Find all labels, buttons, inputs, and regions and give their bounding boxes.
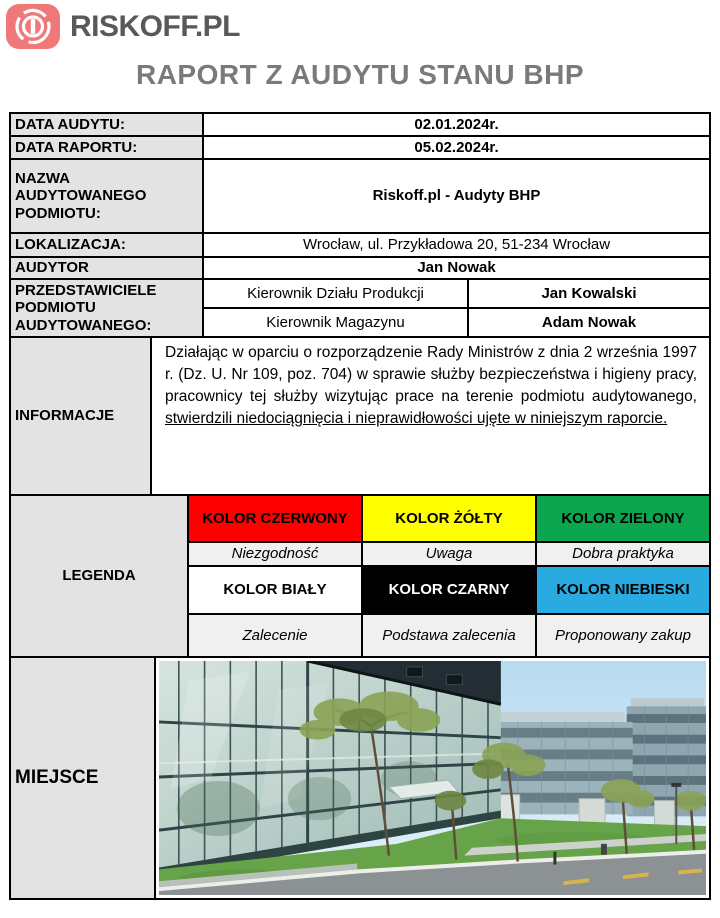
legend-color-yellow: KOLOR ŻÓŁTY (363, 496, 535, 541)
legend-section (11, 494, 709, 656)
representative-role: Kierownik Magazynu (204, 309, 467, 336)
informacje-text: Działając w oparciu o rozporządzenie Rady Ministrów z dnia 2 września 1997 r. (Dz. U. Nr 109, poz. 704) w sprawie służby bezpieczeństwa i higieny pracy, pracownicy tej służby wizytując prace na terenie podmiotu audytowanego, (165, 344, 697, 406)
field-value-data-raportu: 05.02.2024r. (204, 137, 709, 158)
general-info-section (11, 114, 709, 336)
riskoff-logo-text: RISKOFF.PL (70, 9, 241, 43)
site-photo (156, 658, 709, 898)
legend-color-red: KOLOR CZERWONY (189, 496, 361, 541)
representative-role: Kierownik Działu Produkcji (204, 280, 467, 307)
legend-meaning-red: Niezgodność (189, 543, 361, 565)
field-value-lokalizacja: Wrocław, ul. Przykładowa 20, 51-234 Wrocław (204, 234, 709, 256)
representative-name: Jan Kowalski (469, 280, 709, 307)
legend-meaning-white: Zalecenie (189, 615, 361, 656)
miejsce-label: MIEJSCE (11, 658, 154, 898)
legend-label: LEGENDA (11, 496, 187, 656)
miejsce-section (11, 656, 709, 898)
riskoff-logo-icon (5, 3, 61, 50)
field-label-nazwa-podmiotu: NAZWA AUDYTOWANEGO PODMIOTU: (11, 160, 202, 232)
report-title: RAPORT Z AUDYTU STANU BHP (135, 59, 585, 90)
legend-color-green: KOLOR ZIELONY (537, 496, 709, 541)
legend-meaning-yellow: Uwaga (363, 543, 535, 565)
audit-report-table (9, 112, 711, 900)
legend-color-black: KOLOR CZARNY (363, 567, 535, 613)
site-photo-illustration (159, 661, 706, 895)
field-label-przedstawiciele: PRZEDSTAWICIELE PODMIOTU AUDYTOWANEGO: (11, 280, 202, 336)
legend-meaning-green: Dobra praktyka (537, 543, 709, 565)
informacje-cell (152, 338, 709, 494)
field-label-data-audytu: DATA AUDYTU: (11, 114, 202, 135)
informacje-label: INFORMACJE (11, 338, 150, 494)
informacje-text-underlined: stwierdzili niedociągnięcia i nieprawidłowości ujęte w niniejszym raporcie. (165, 410, 668, 428)
field-value-data-audytu: 02.01.2024r. (204, 114, 709, 135)
field-value-audytor: Jan Nowak (204, 258, 709, 278)
informacje-section (11, 336, 709, 494)
field-value-nazwa-podmiotu: Riskoff.pl - Audyty BHP (204, 160, 709, 232)
informacje-paragraph (156, 339, 705, 434)
legend-color-white: KOLOR BIAŁY (189, 567, 361, 613)
field-label-audytor: AUDYTOR (11, 258, 202, 278)
representative-name: Adam Nowak (469, 309, 709, 336)
legend-color-blue: KOLOR NIEBIESKI (537, 567, 709, 613)
legend-meaning-blue: Proponowany zakup (537, 615, 709, 656)
brand-header (0, 0, 720, 50)
field-label-lokalizacja: LOKALIZACJA: (11, 234, 202, 256)
legend-meaning-black: Podstawa zalecenia (363, 615, 535, 656)
field-label-data-raportu: DATA RAPORTU: (11, 137, 202, 158)
